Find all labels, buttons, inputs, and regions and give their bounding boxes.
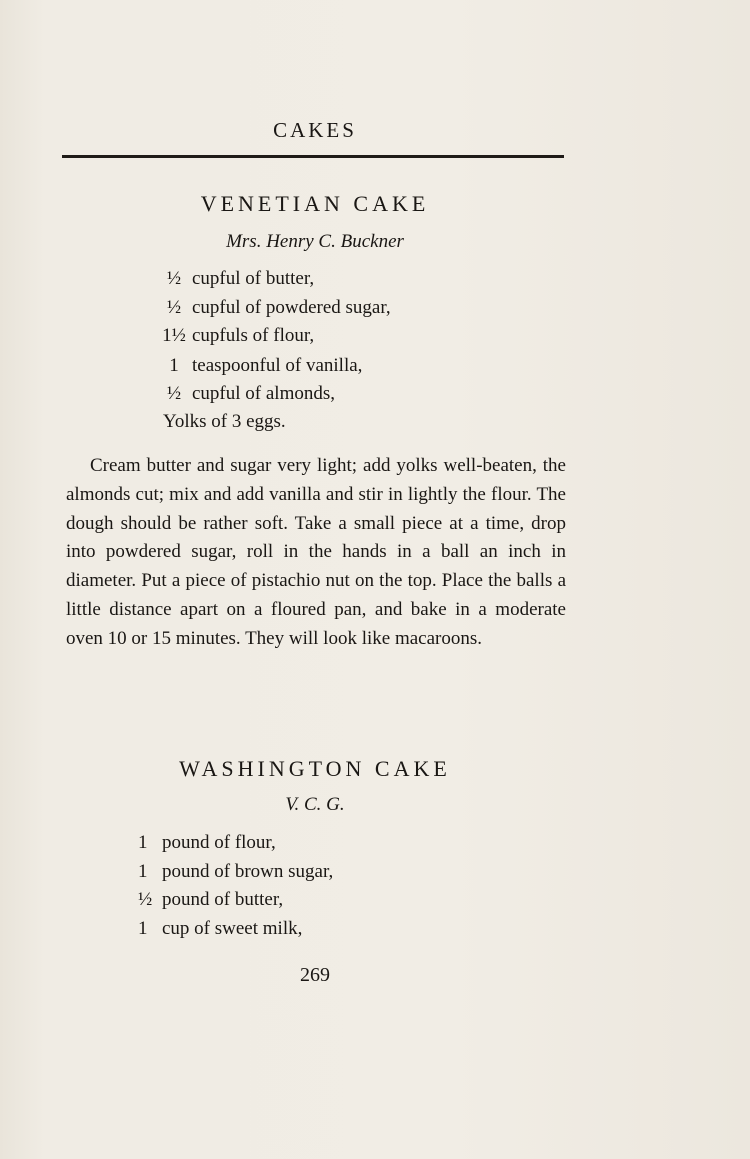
ingredient-line — [163, 411, 286, 433]
ingredient-quantity: ½ — [166, 383, 182, 404]
ingredient-text: Yolks of 3 eggs. — [163, 411, 286, 432]
page-number: 269 — [300, 964, 330, 986]
recipe-author-washington-cake: V. C. G. — [285, 794, 345, 815]
ingredient-line — [156, 325, 314, 347]
ingredient-text: cup of sweet milk, — [162, 918, 303, 939]
ingredient-text: pound of butter, — [162, 889, 284, 910]
directions-text: Cream butter and sugar very light; add yolks well-beaten, the almonds cut; mix and add vanilla and stir in lightly the flour. The dough should be rather soft. Take a small piece at a time, drop into powdered sugar, roll in the hands in a ball an inch in diameter. Put a piece of pistachio nut on the top. Place the balls a little distance apart on a floured pan, and bake in a moderate oven 10 or 15 minutes. They will look like macaroons. — [66, 455, 566, 649]
ingredient-quantity: ½ — [166, 268, 182, 289]
ingredient-quantity: 1 — [138, 918, 148, 939]
ingredient-quantity: 1 — [138, 861, 148, 882]
recipe-directions-venetian-cake — [66, 452, 566, 654]
ingredient-text: pound of brown sugar, — [162, 861, 334, 882]
ingredient-text: cupfuls of flour, — [192, 325, 315, 346]
recipe-title-venetian-cake: VENETIAN CAKE — [200, 191, 430, 216]
recipe-author-venetian-cake: Mrs. Henry C. Buckner — [226, 231, 404, 252]
ingredient-text: cupful of powdered sugar, — [192, 297, 391, 318]
ingredient-line — [156, 297, 391, 319]
ingredient-quantity: 1 — [138, 832, 148, 853]
ingredient-quantity: ½ — [138, 889, 153, 910]
ingredient-line — [156, 268, 314, 290]
ingredient-line — [138, 861, 333, 883]
ingredient-text: cupful of almonds, — [192, 383, 336, 404]
ingredient-line — [156, 383, 335, 405]
ingredient-quantity: ½ — [166, 297, 182, 318]
ingredient-quantity: 1½ — [162, 325, 186, 346]
ingredient-line — [156, 355, 362, 377]
header-rule — [62, 155, 564, 158]
ingredient-line — [138, 832, 276, 854]
ingredient-text: teaspoonful of vanilla, — [192, 355, 363, 376]
recipe-title-washington-cake: WASHINGTON CAKE — [179, 756, 451, 781]
ingredient-line — [138, 889, 283, 911]
ingredient-line — [138, 918, 302, 940]
ingredient-text: cupful of butter, — [192, 268, 315, 289]
ingredient-quantity: 1 — [169, 355, 179, 376]
running-head: CAKES — [273, 118, 357, 142]
ingredient-text: pound of flour, — [162, 832, 276, 853]
